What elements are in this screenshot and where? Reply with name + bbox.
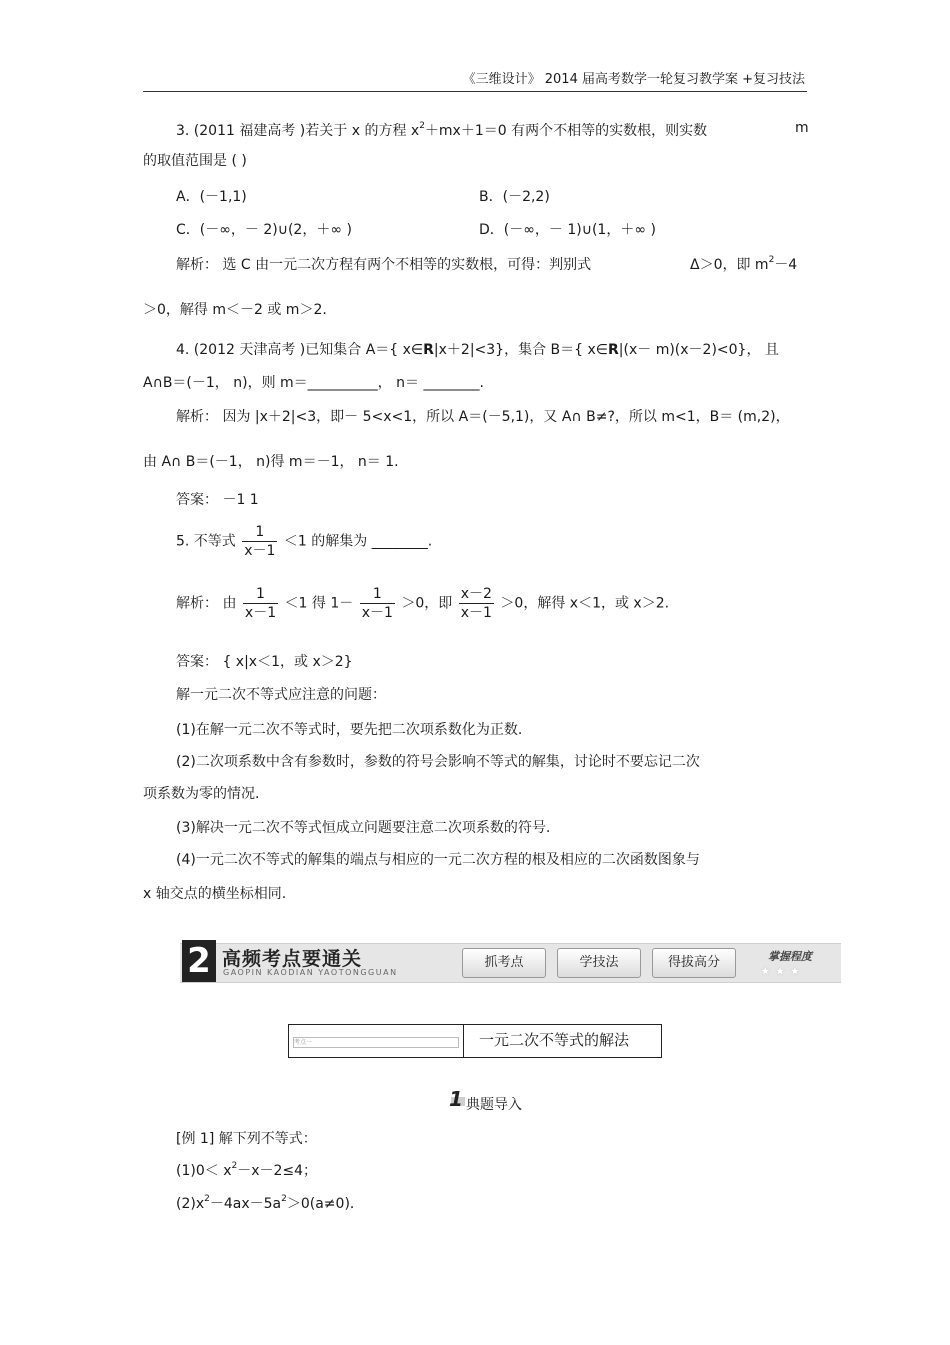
- note-2-line2: 项系数为零的情况.: [143, 786, 260, 802]
- q5-stem: 5. 不等式 $\frac{1}{x-1}$ ＜1 的解集为 ________.: [176, 524, 433, 559]
- note-3: (3)解决一元二次不等式恒成立问题要注意二次项系数的符号.: [176, 820, 551, 836]
- q4-analysis-line1: 解析： 因为 |x＋2|<3，即－ 5<x<1，所以 A＝(－5,1)，又 A∩ B≠?，所以 m<1，B＝ (m,2)，: [176, 409, 790, 425]
- q3-option-b: B．(－2,2): [479, 189, 550, 205]
- q5-analysis: 解析： 由 $\frac{1}{x-1}$ ＜1 得 1－ $\frac{1}{x-1}$ ＞0，即 $\frac{x-2}{x-1}$ ＞0，解得 x＜1，或 x＞2.: [176, 586, 670, 621]
- example-part-2: $(2)x^2-4ax-5a^2>0(a\ne 0)$．: [176, 1194, 364, 1212]
- q3-option-c: C．(－∞，－ 2)∪(2，＋∞ ): [176, 222, 352, 238]
- q4-stem-line2: A∩B＝(－1， n)，则 m＝__________， n＝ ________.: [143, 375, 484, 391]
- q5-fraction: $\frac{1}{x-1}$: [244, 524, 276, 559]
- q5-analysis-fraction-2: $\frac{1}{x-1}$: [361, 586, 393, 621]
- note-4-line1: (4)一元二次不等式的解集的端点与相应的一元二次方程的根及相应的二次函数图象与: [176, 852, 700, 868]
- section-title: 典题导入: [466, 1097, 522, 1113]
- q3-option-a: A．(－1,1): [176, 189, 247, 205]
- notes-title: 解一元二次不等式应注意的问题：: [176, 687, 386, 703]
- banner-title: 高频考点要通关: [222, 948, 363, 970]
- header-divider: [143, 91, 807, 92]
- mastery-stars-icon: ★★★: [760, 964, 805, 978]
- page-header: 《三维设计》 2014 届高考数学一轮复习教学案 +复习技法: [462, 72, 805, 87]
- q4-analysis-line2: 由 A∩ B＝(－1， n)得 m＝－1， n＝ 1.: [143, 454, 399, 470]
- q3-analysis-line1: 解析： 选 C 由一元二次方程有两个不相等的实数根，可得：判别式: [176, 257, 592, 273]
- mastery-label: 掌握程度: [768, 950, 812, 963]
- tab-high-scores[interactable]: 得拔高分: [652, 948, 736, 978]
- q3-variable-m: m: [795, 120, 809, 136]
- banner-subtitle: GAOPIN KAODIAN YAOTONGGUAN: [223, 968, 398, 977]
- q3-option-d: D．(－∞，－ 1)∪(1，＋∞ ): [479, 222, 656, 238]
- note-4-line2: x 轴交点的横坐标相同.: [143, 886, 287, 902]
- tab-grasp-points[interactable]: 抓考点: [462, 948, 546, 978]
- q3-analysis-line2: ＞0，解得 m＜－2 或 m＞2.: [143, 302, 327, 318]
- example-part-1: $(1)0< x^2-x-2\le 4$；: [176, 1161, 318, 1179]
- example-label: [例 1] 解下列不等式：: [176, 1131, 317, 1147]
- topic-label: 考点一: [293, 1037, 459, 1048]
- q5-analysis-fraction-3: $\frac{x-2}{x-1}$: [460, 586, 492, 621]
- q4-answer: 答案： －1 1: [176, 492, 259, 508]
- section-number: 1: [449, 1087, 463, 1111]
- q4-stem-line1: 4. (2012 天津高考 )已知集合 A＝{ x∈R|x＋2|<3}，集合 B＝{ x∈R|(x－ m)(x－2)<0}， 且: [176, 342, 779, 358]
- banner-number: 2: [182, 940, 216, 982]
- q5-analysis-fraction-1: $\frac{1}{x-1}$: [244, 586, 277, 621]
- tab-learn-methods[interactable]: 学技法: [557, 948, 641, 978]
- q3-stem-line2: 的取值范围是 ( ): [143, 153, 247, 169]
- topic-label-cell: [289, 1025, 464, 1057]
- note-2-line1: (2)二次项系数中含有参数时，参数的符号会影响不等式的解集，讨论时不要忘记二次: [176, 754, 700, 770]
- topic-box: [288, 1024, 662, 1058]
- note-1: (1)在解一元二次不等式时，要先把二次项系数化为正数.: [176, 722, 523, 738]
- q3-analysis-line1-end: Δ＞0，即 $m^2-4$: [690, 255, 798, 273]
- topic-title: 一元二次不等式的解法: [479, 1031, 630, 1049]
- q3-stem-line1: 3. (2011 福建高考 )若关于 x 的方程 $x^2+mx+1=0$ 有两个不相等的实数根，则实数: [176, 121, 708, 139]
- q5-answer: 答案： { x|x＜1，或 x＞2}: [176, 654, 353, 670]
